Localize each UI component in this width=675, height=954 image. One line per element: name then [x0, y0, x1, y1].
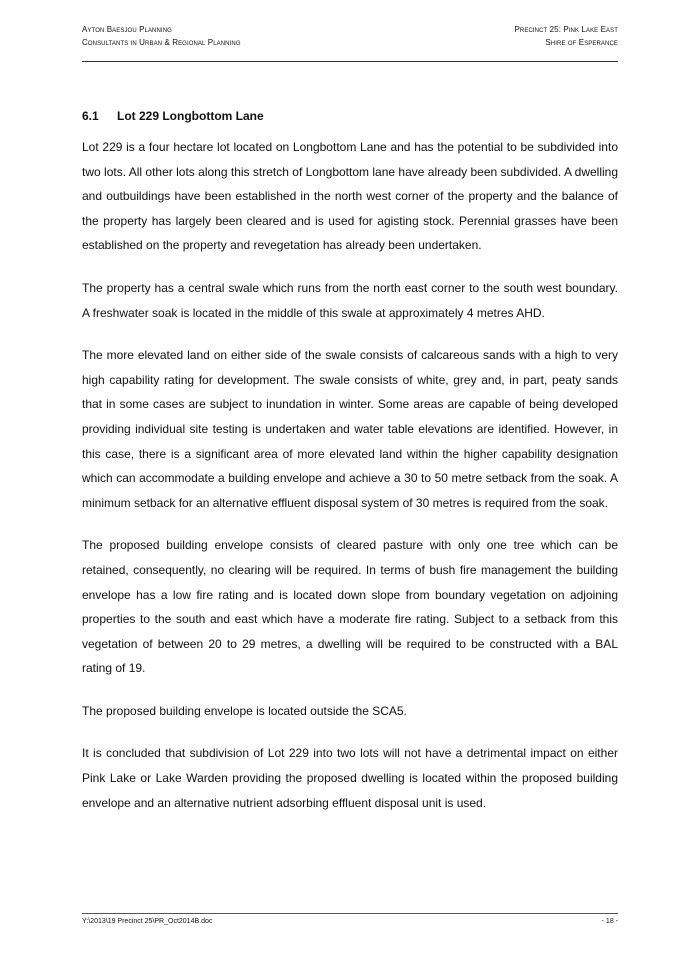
page-number: - 18 -: [601, 918, 618, 925]
header-divider: [82, 61, 618, 62]
document-body: [82, 106, 618, 833]
section-title: Lot 229 Longbottom Lane: [117, 109, 264, 123]
project-title: Precinct 25: Pink Lake East: [514, 25, 618, 34]
section-number: 6.1: [82, 109, 99, 123]
page-header: [82, 24, 618, 60]
paragraph: The more elevated land on either side of the swale consists of calcareous sands with a high to very high capability rating for development. The swale consists of white, grey and, in part, peaty sands that in some cases are subject to inundation in winter. Some areas are capable of being developed providing individual site testing is undertaken and water table elevations are identified. However, in this case, there is a significant area of more elevated land within the higher capability designation which can accommodate a building envelope and achieve a 30 to 50 metre setback from the soak. A minimum setback for an alternative effluent disposal system of 30 metres is required from the soak.: [82, 348, 618, 510]
firm-name: Ayton Baesjou Planning: [82, 25, 172, 34]
paragraph: Lot 229 is a four hectare lot located on Longbottom Lane and has the potential to be subdivided into two lots. All other lots along this stretch of Longbottom lane have already been subdivided. A dwelling and outbuildings have been established in the north west corner of the property and the balance of the property has largely been cleared and is used for agisting stock. Perennial grasses have been established on the property and revegetation has already been undertaken.: [82, 140, 618, 253]
header-left: [82, 24, 241, 49]
paragraph: The proposed building envelope consists of cleared pasture with only one tree which can be retained, consequently, no clearing will be required. In terms of bush fire management the building envelope has a low fire rating and is located down slope from boundary vegetation on adjoining properties to the south and east which have a moderate fire rating. Subject to a setback from this vegetation of between 20 to 29 metres, a dwelling will be required to be constructed with a BAL rating of 19.: [82, 538, 618, 676]
header-right: [514, 24, 618, 49]
paragraph: The property has a central swale which runs from the north east corner to the south west boundary. A freshwater soak is located in the middle of this swale at approximately 4 metres AHD.: [82, 280, 618, 320]
section-heading: [82, 106, 618, 126]
firm-tagline: Consultants in Urban & Regional Planning: [82, 37, 241, 47]
file-path: Y:\2013\19 Precinct 25\PR_Oct2014B.doc: [82, 918, 213, 925]
footer-divider: [82, 913, 618, 914]
paragraph: The proposed building envelope is located outside the SCA5.: [82, 703, 407, 718]
paragraph: It is concluded that subdivision of Lot 229 into two lots will not have a detrimental impact on either Pink Lake or Lake Warden providing the proposed dwelling is located within the proposed building envelope and an alternative nutrient adsorbing effluent disposal unit is used.: [82, 746, 618, 810]
shire-name: Shire of Esperance: [545, 37, 618, 47]
